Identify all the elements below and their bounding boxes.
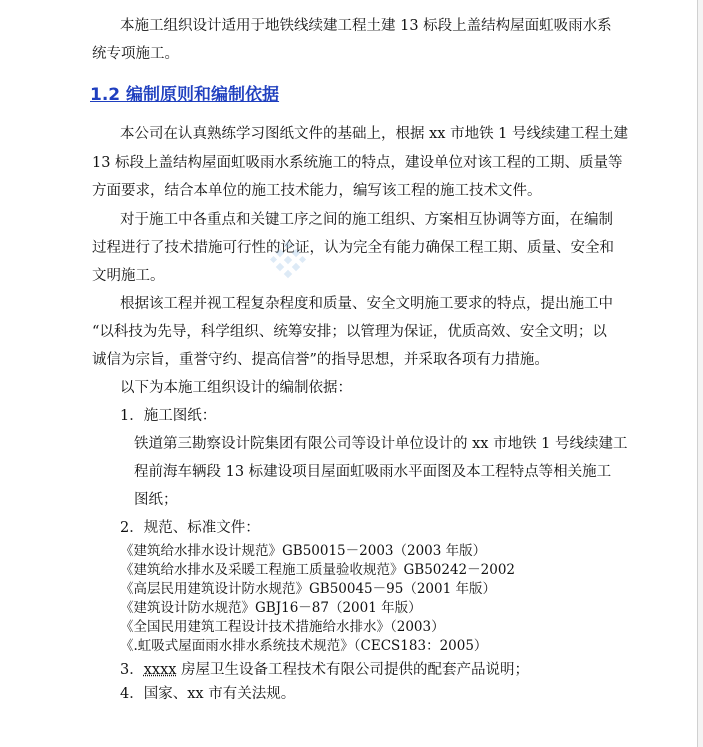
item3	[120, 660, 529, 680]
item1-body-line-3: 图纸；	[134, 492, 178, 508]
item3-prefix: 3．	[120, 662, 144, 678]
item4: 4．国家、xx 市有关法规。	[120, 686, 296, 702]
watermark-icon	[268, 240, 308, 280]
item1-title: 1．施工图纸：	[120, 408, 217, 424]
standard-item-5: 《全国民用建筑工程设计技术措施给水排水》（2003）	[120, 619, 445, 635]
paragraph2-line-1: 对于施工中各重点和关键工序之间的施工组织、方案相互协调等方面，在编制	[120, 212, 613, 228]
paragraph3-line-3: 诚信为宗旨，重誉守约、提高信誉”的指导思想，并采取各项有力措施。	[92, 352, 549, 368]
section-heading: 1.2 编制原则和编制依据	[90, 85, 280, 105]
standard-item-4: 《建筑设计防水规范》GBJ16－87（2001 年版）	[120, 600, 422, 616]
paragraph2-line-3: 文明施工。	[92, 268, 165, 284]
item2-title: 2．规范、标准文件：	[120, 520, 260, 536]
standard-item-6: 《.虹吸式屋面雨水排水系统技术规范》（CECS183：2005）	[120, 638, 488, 654]
paragraph1-line-3: 方面要求，结合本单位的施工技术能力，编写该工程的施工技术文件。	[92, 183, 542, 199]
standard-item-1: 《建筑给水排水设计规范》GB50015－2003（2003 年版）	[120, 543, 487, 559]
paragraph3-line-1: 根据该工程并视工程复杂程度和质量、安全文明施工要求的特点，提出施工中	[120, 296, 613, 312]
standard-item-3: 《高层民用建筑设计防水规范》GB50045－95（2001 年版）	[120, 581, 496, 597]
item3-company: xxxx	[143, 662, 177, 678]
item3-rest: 房屋卫生设备工程技术有限公司提供的配套产品说明；	[176, 662, 530, 678]
paragraph3-line-2: “以科技为先导，科学组织、统筹安排；以管理为保证，优质高效、安全文明；以	[92, 324, 607, 340]
paragraph2-line-2: 过程进行了技术措施可行性的论证，认为完全有能力确保工程工期、质量、安全和	[92, 240, 614, 256]
intro-line-1: 本施工组织设计适用于地铁线续建工程土建 13 标段上盖结构屋面虹吸雨水系	[120, 18, 612, 34]
standard-item-2: 《建筑给水排水及采暖工程施工质量验收规范》GB50242－2002	[120, 562, 516, 578]
paragraph1-line-1: 本公司在认真熟练学习图纸文件的基础上，根据 xx 市地铁 1 号线续建工程土建	[120, 126, 629, 142]
paragraph1-line-2: 13 标段上盖结构屋面虹吸雨水系统施工的特点，建设单位对该工程的工期、质量等	[92, 155, 623, 171]
basis-intro: 以下为本施工组织设计的编制依据：	[120, 380, 352, 396]
page-edge-strip	[698, 0, 703, 747]
item1-body-line-2: 程前海车辆段 13 标建设项目屋面虹吸雨水平面图及本工程特点等相关施工	[134, 464, 612, 480]
item1-body-line-1: 铁道第三勘察设计院集团有限公司等设计单位设计的 xx 市地铁 1 号线续建工	[134, 436, 628, 452]
intro-line-2: 统专项施工。	[92, 46, 179, 62]
